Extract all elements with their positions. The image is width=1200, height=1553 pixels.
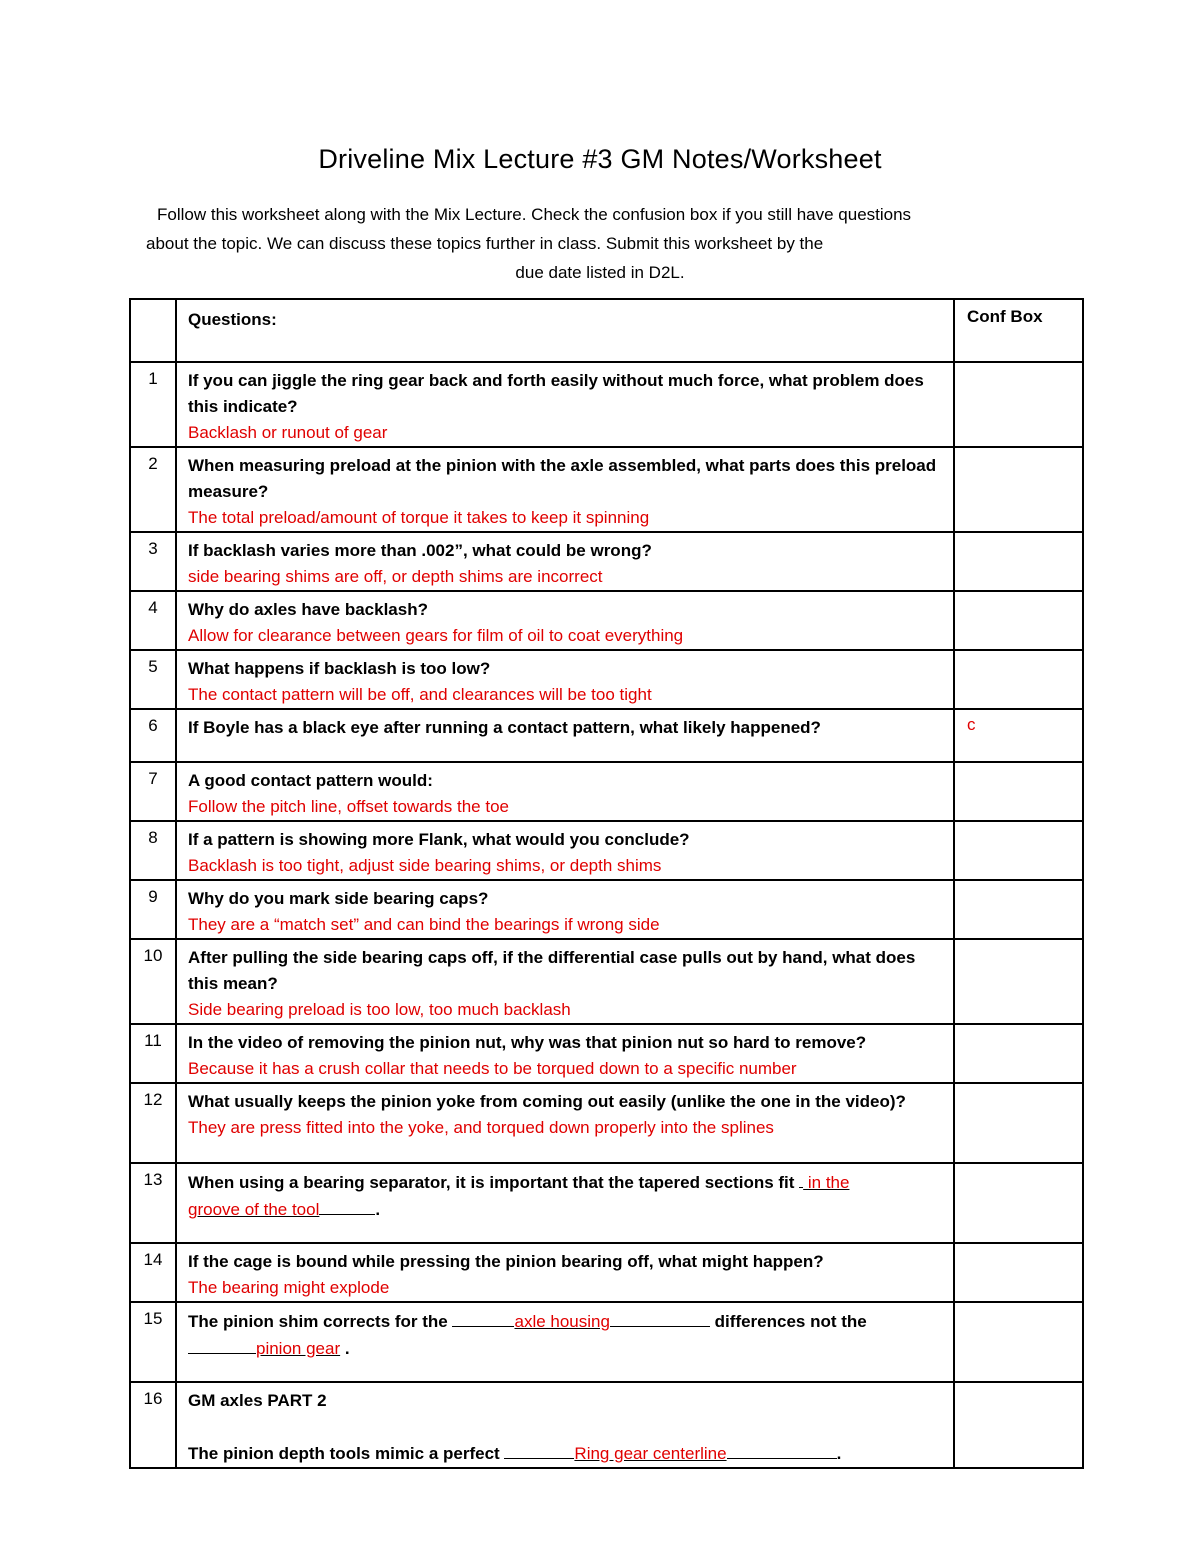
question-number: 7	[130, 762, 176, 821]
question-cell	[176, 532, 954, 591]
question-cell	[176, 880, 954, 939]
question-text: If a pattern is showing more Flank, what would you conclude?	[188, 830, 690, 849]
table-row	[130, 1083, 1083, 1163]
answer-text: They are press fitted into the yoke, and torqued down properly into the splines	[188, 1118, 774, 1137]
answer-text: Side bearing preload is too low, too much backlash	[188, 1000, 571, 1019]
confusion-box[interactable]	[954, 762, 1083, 821]
question-number: 16	[130, 1382, 176, 1468]
question-number: 15	[130, 1302, 176, 1382]
question-cell	[176, 762, 954, 821]
question-cell	[176, 447, 954, 532]
fill-in-answer: groove of the tool	[188, 1200, 320, 1219]
confusion-box[interactable]	[954, 532, 1083, 591]
instructions-line-2: about the topic. We can discuss these topics further in class. Submit this worksheet by the	[146, 234, 824, 253]
confusion-box[interactable]	[954, 1382, 1083, 1468]
question-text: When measuring preload at the pinion with the axle assembled, what parts does this preload measure?	[188, 456, 937, 501]
table-row	[130, 762, 1083, 821]
question-cell	[176, 650, 954, 709]
confusion-mark: c	[967, 715, 976, 734]
answer-text: Backlash or runout of gear	[188, 423, 388, 442]
header-questions: Questions:	[176, 299, 954, 362]
question-text: If backlash varies more than .002”, what could be wrong?	[188, 541, 652, 560]
table-row	[130, 532, 1083, 591]
table-header-row	[130, 299, 1083, 362]
spacer	[188, 1414, 943, 1440]
table-row	[130, 1024, 1083, 1083]
answer-text: Because it has a crush collar that needs to be torqued down to a specific number	[188, 1059, 797, 1078]
question-cell	[176, 1024, 954, 1083]
question-cell	[176, 821, 954, 880]
question-cell	[176, 362, 954, 447]
table-row	[130, 1382, 1083, 1468]
header-conf-box: Conf Box	[954, 299, 1083, 362]
worksheet-table	[129, 298, 1084, 1469]
question-text: What usually keeps the pinion yoke from coming out easily (unlike the one in the video)?	[188, 1092, 906, 1111]
confusion-box[interactable]	[954, 650, 1083, 709]
answer-text: The bearing might explode	[188, 1278, 390, 1297]
table-row	[130, 447, 1083, 532]
fill-in-blank	[319, 1196, 375, 1215]
table-row	[130, 1302, 1083, 1382]
question-text: A good contact pattern would:	[188, 771, 433, 790]
question-number: 3	[130, 532, 176, 591]
instructions	[0, 200, 1200, 287]
question-number: 9	[130, 880, 176, 939]
question-number: 12	[130, 1083, 176, 1163]
fill-in-answer: Ring gear centerline	[574, 1444, 727, 1463]
confusion-box[interactable]	[954, 1163, 1083, 1243]
answer-text: side bearing shims are off, or depth shims are incorrect	[188, 567, 603, 586]
question-number: 11	[130, 1024, 176, 1083]
question-number: 5	[130, 650, 176, 709]
question-cell	[176, 1163, 954, 1243]
answer-text: Follow the pitch line, offset towards the toe	[188, 797, 509, 816]
question-text: Why do axles have backlash?	[188, 600, 428, 619]
question-text: Why do you mark side bearing caps?	[188, 889, 489, 908]
section-heading: GM axles PART 2	[188, 1391, 327, 1410]
question-number: 8	[130, 821, 176, 880]
confusion-box[interactable]	[954, 362, 1083, 447]
question-cell	[176, 1243, 954, 1302]
question-text: When using a bearing separator, it is important that the tapered sections fit in the groove of the tool .	[188, 1169, 943, 1223]
table-row	[130, 939, 1083, 1024]
question-number: 13	[130, 1163, 176, 1243]
question-number: 1	[130, 362, 176, 447]
question-number: 14	[130, 1243, 176, 1302]
confusion-box[interactable]	[954, 1083, 1083, 1163]
table-row	[130, 709, 1083, 762]
table-row	[130, 362, 1083, 447]
confusion-box[interactable]	[954, 1302, 1083, 1382]
confusion-box[interactable]	[954, 1243, 1083, 1302]
answer-text: They are a “match set” and can bind the bearings if wrong side	[188, 915, 660, 934]
answer-text: Backlash is too tight, adjust side bearing shims, or depth shims	[188, 856, 662, 875]
question-text: The pinion depth tools mimic a perfect Ring gear centerline .	[188, 1440, 943, 1467]
confusion-box[interactable]	[954, 880, 1083, 939]
confusion-box[interactable]	[954, 939, 1083, 1024]
table-row	[130, 591, 1083, 650]
question-number: 4	[130, 591, 176, 650]
question-number: 2	[130, 447, 176, 532]
question-text: If the cage is bound while pressing the pinion bearing off, what might happen?	[188, 1252, 824, 1271]
question-cell	[176, 1302, 954, 1382]
confusion-box[interactable]	[954, 447, 1083, 532]
table-row	[130, 1163, 1083, 1243]
answer-text: Allow for clearance between gears for film of oil to coat everything	[188, 626, 684, 645]
answer-text: The total preload/amount of torque it takes to keep it spinning	[188, 508, 650, 527]
instructions-line-3: due date listed in D2L.	[515, 263, 685, 282]
question-text: If Boyle has a black eye after running a contact pattern, what likely happened?	[188, 718, 821, 737]
question-text: If you can jiggle the ring gear back and forth easily without much force, what problem does this indicate?	[188, 371, 924, 416]
fill-in-answer: pinion gear	[256, 1339, 341, 1358]
question-text: The pinion shim corrects for the axle housing differences not the pinion gear .	[188, 1308, 943, 1362]
question-cell	[176, 1382, 954, 1468]
question-cell	[176, 709, 954, 762]
question-cell	[176, 1083, 954, 1163]
question-cell	[176, 591, 954, 650]
question-number: 10	[130, 939, 176, 1024]
table-row	[130, 880, 1083, 939]
question-cell	[176, 939, 954, 1024]
table-row	[130, 650, 1083, 709]
fill-in-blank	[610, 1308, 710, 1327]
question-number: 6	[130, 709, 176, 762]
answer-text: The contact pattern will be off, and clearances will be too tight	[188, 685, 652, 704]
header-number-cell	[130, 299, 176, 362]
question-text: What happens if backlash is too low?	[188, 659, 491, 678]
fill-in-answer: in the	[803, 1173, 850, 1192]
confusion-box[interactable]	[954, 821, 1083, 880]
fill-in-blank	[504, 1440, 574, 1459]
confusion-box[interactable]	[954, 709, 1083, 762]
page-title: Driveline Mix Lecture #3 GM Notes/Worksheet	[318, 144, 882, 174]
fill-in-blank	[452, 1308, 514, 1327]
confusion-box[interactable]	[954, 1024, 1083, 1083]
fill-in-blank	[188, 1335, 256, 1354]
table-row	[130, 821, 1083, 880]
question-text: After pulling the side bearing caps off, if the differential case pulls out by hand, what does this mean?	[188, 948, 916, 993]
fill-in-answer: axle housing	[514, 1312, 610, 1331]
instructions-line-1: Follow this worksheet along with the Mix Lecture. Check the confusion box if you still have questions	[157, 205, 912, 224]
fill-in-blank	[727, 1440, 837, 1459]
confusion-box[interactable]	[954, 591, 1083, 650]
question-text: In the video of removing the pinion nut, why was that pinion nut so hard to remove?	[188, 1033, 867, 1052]
table-row	[130, 1243, 1083, 1302]
